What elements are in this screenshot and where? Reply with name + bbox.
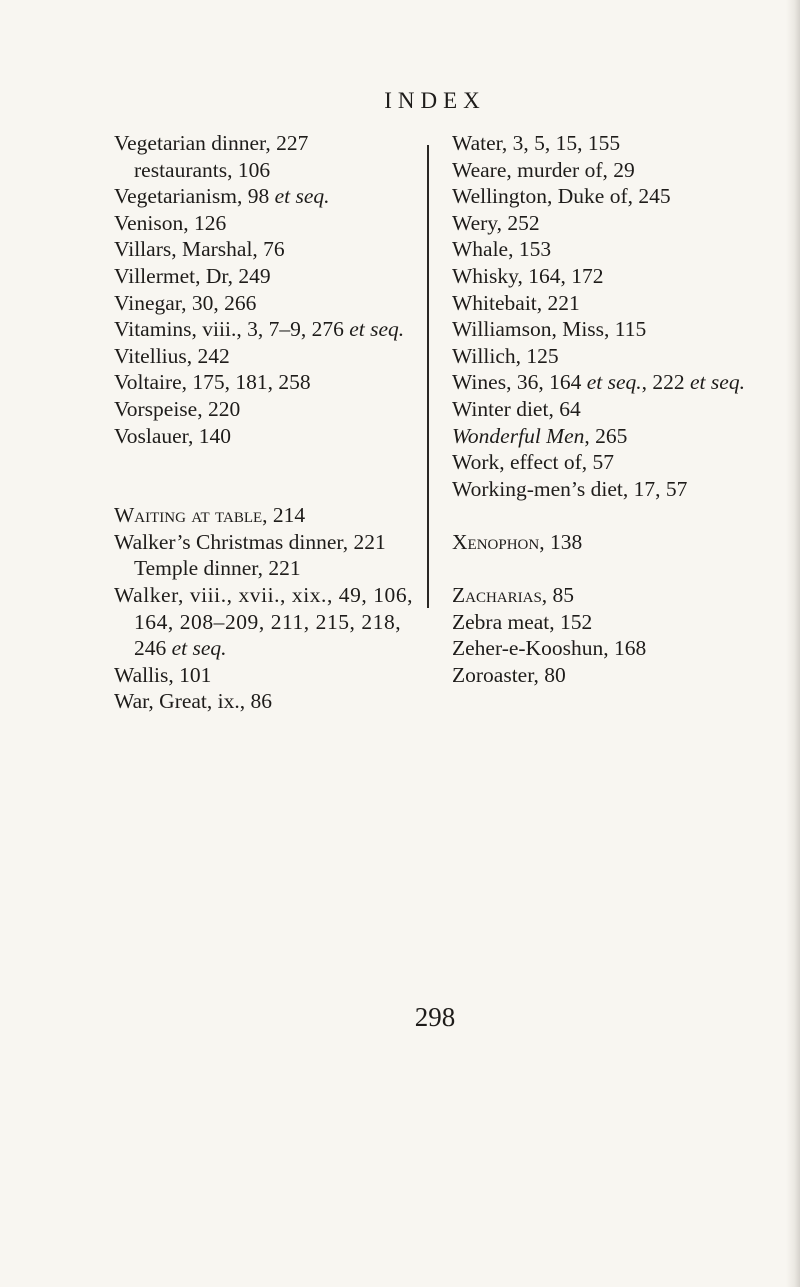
index-entry: Voslauer, 140: [114, 423, 231, 448]
index-entry: Voltaire, 175, 181, 258: [114, 370, 311, 395]
index-column-left: [114, 130, 432, 715]
index-subentry: restaurants, 106: [134, 157, 271, 182]
index-entry: Weare, murder of, 29: [452, 157, 635, 182]
index-entry: Zoroaster, 80: [452, 662, 566, 687]
index-entry: Work, effect of, 57: [452, 450, 615, 475]
index-entry-continuation: 246 et seq.: [134, 636, 227, 661]
index-column-right: [452, 130, 792, 688]
index-entry: Xenophon, 138: [452, 529, 583, 554]
index-entry: Vitellius, 242: [114, 343, 230, 368]
index-entry: Water, 3, 5, 15, 155: [452, 131, 621, 155]
section-gap: [114, 449, 432, 502]
index-entry: Villermet, Dr, 249: [114, 263, 271, 288]
index-entry: Zacharias, 85: [452, 583, 575, 608]
index-entry: Working-men’s diet, 17, 57: [452, 476, 688, 501]
page-number: 298: [414, 1002, 456, 1032]
index-entry: Wallis, 101: [114, 662, 212, 687]
index-entry: Whisky, 164, 172: [452, 263, 604, 288]
index-entry: Wonderful Men, 265: [452, 423, 628, 448]
index-entry: Whale, 153: [452, 237, 552, 262]
index-entry: Winter diet, 64: [452, 396, 581, 421]
index-entry: Vegetarian dinner, 227: [114, 131, 309, 155]
index-entry: Walker’s Christmas dinner, 221: [114, 529, 386, 554]
index-entry: War, Great, ix., 86: [114, 689, 273, 714]
section-gap: [452, 556, 792, 583]
index-entry: Williamson, Miss, 115: [452, 317, 647, 342]
index-entry: Venison, 126: [114, 210, 227, 235]
section-gap: [452, 502, 792, 529]
index-entry: Waiting at table, 214: [114, 503, 306, 528]
index-entry: Vinegar, 30, 266: [114, 290, 257, 315]
index-entry: Willich, 125: [452, 343, 559, 368]
page-title: INDEX: [384, 88, 486, 113]
index-entry-continuation: 164, 208–209, 211, 215, 218,: [134, 609, 402, 634]
index-entry: Vegetarianism, 98 et seq.: [114, 184, 330, 209]
index-entry: Zebra meat, 152: [452, 609, 593, 634]
index-entry: Wellington, Duke of, 245: [452, 184, 671, 209]
index-entry: Vorspeise, 220: [114, 396, 241, 421]
index-subentry: Temple dinner, 221: [134, 556, 301, 581]
index-entry: Wines, 36, 164 et seq., 222 et seq.: [452, 370, 745, 395]
index-entry: Vitamins, viii., 3, 7–9, 276 et seq.: [114, 317, 405, 342]
index-entry: Villars, Marshal, 76: [114, 237, 285, 262]
index-entry: Wery, 252: [452, 210, 540, 235]
index-entry: Zeher-e-Kooshun, 168: [452, 636, 647, 661]
index-entry: Whitebait, 221: [452, 290, 580, 315]
column-divider: [427, 145, 429, 608]
index-entry: Walker, viii., xvii., xix., 49, 106,: [114, 582, 414, 607]
